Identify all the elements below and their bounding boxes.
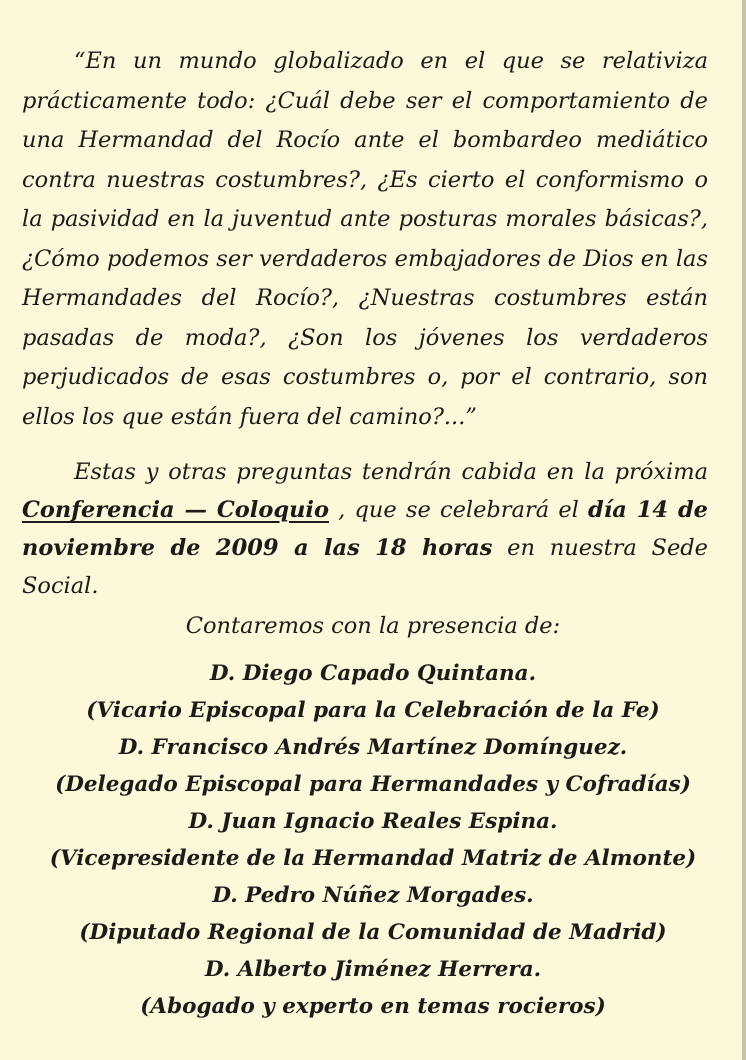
intro-quote-paragraph: “En un mundo globalizado en el que se relativiza prácticamente todo: ¿Cuál debe ser el comportamiento de una Hermandad del Rocío ante el bombardeo mediático contra nuestras costumbres?, ¿Es cierto el conformismo o la pasividad en la juventud ante posturas morales básicas?, ¿Cómo podemos ser verdaderos embajadores de Dios en las Hermandades del Rocío?, ¿Nuestras costumbres están pasadas de moda?, ¿Son los jóvenes los verdaderos perjudicados de esas costumbres o, por el contrario, son ellos los que están fuera del camino?...” (22, 48, 708, 430)
speaker-name: D. Diego Capado Quintana. (209, 661, 537, 686)
speaker-name: D. Francisco Andrés Martínez Domínguez. (118, 735, 628, 760)
presence-intro: Contaremos con la presencia de: (185, 613, 561, 639)
event-announcement-paragraph (22, 453, 708, 605)
event-title: Conferencia — Coloquio (22, 497, 329, 523)
speaker-name: D. Pedro Núñez Morgades. (212, 883, 534, 908)
speaker-role: (Vicepresidente de la Hermandad Matriz de Almonte) (49, 846, 697, 871)
speaker-role: (Delegado Episcopal para Hermandades y Cofradías) (55, 772, 691, 797)
event-date: día 14 de noviembre de 2009 a las 18 horas (22, 497, 708, 561)
speaker-entry (0, 877, 746, 951)
speakers-list (0, 655, 746, 1025)
announcement-end-text: en nuestra Sede Social. (22, 535, 708, 599)
speaker-role: (Diputado Regional de la Comunidad de Madrid) (79, 920, 667, 945)
announcement-middle-text: , que se celebrará el (328, 497, 589, 523)
speaker-role: (Abogado y experto en temas rocieros) (140, 994, 606, 1019)
speaker-entry (0, 655, 746, 729)
speaker-entry (0, 803, 746, 877)
speaker-entry (0, 951, 746, 1025)
speaker-name: D. Juan Ignacio Reales Espina. (188, 809, 558, 834)
speaker-role: (Vicario Episcopal para la Celebración de la Fe) (86, 698, 660, 723)
announcement-intro-text: Estas y otras preguntas tendrán cabida en la próxima (74, 459, 708, 485)
speaker-name: D. Alberto Jiménez Herrera. (204, 957, 542, 982)
speaker-entry (0, 729, 746, 803)
